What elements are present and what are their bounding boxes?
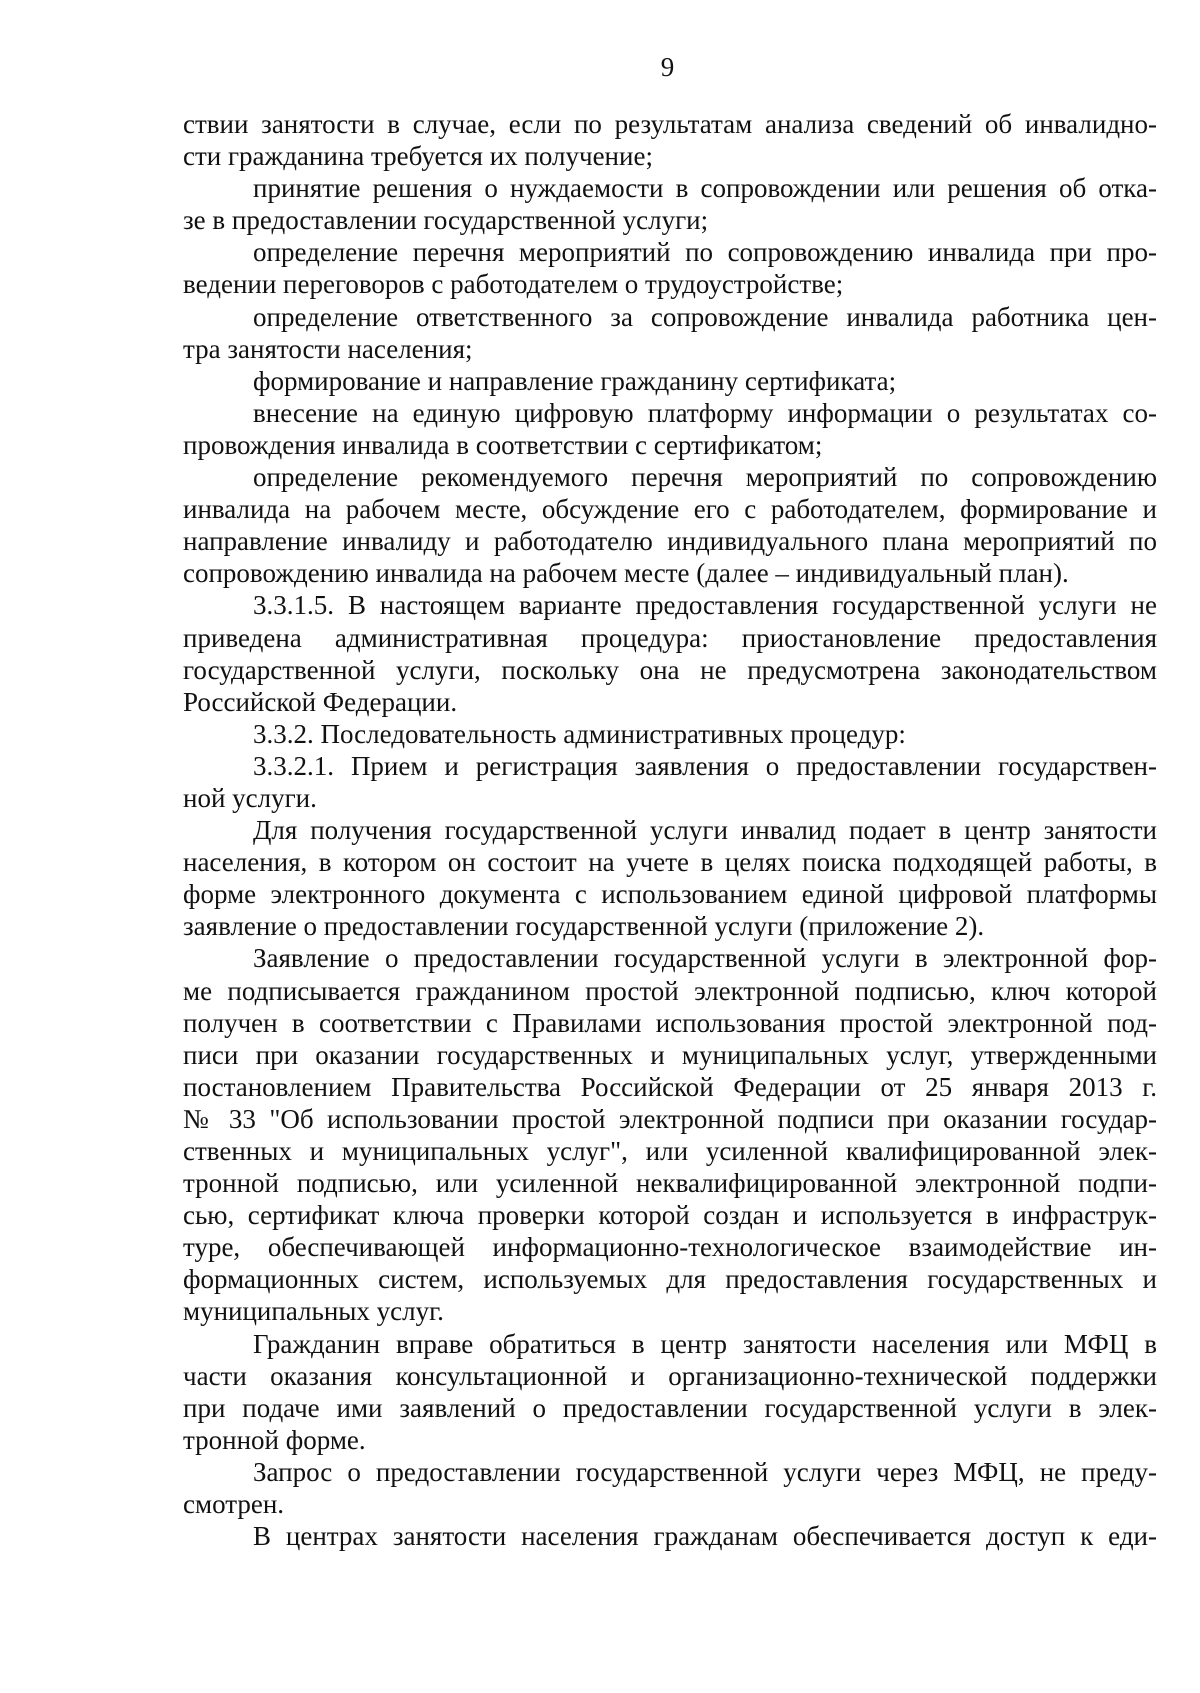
text-line: постановлением Правительства Российской Федерации от 25 января 2013 г.	[183, 1071, 1157, 1102]
text-line: ственных и муниципальных услуг", или усиленной квалифицированной элек-	[183, 1136, 1157, 1166]
text-line: 3.3.2.1. Прием и регистрация заявления о предоставлении государствен-	[253, 750, 1157, 781]
text-line: провождения инвалида в соответствии с сертификатом;	[183, 429, 823, 460]
text-line: писи при оказании государственных и муниципальных услуг, утвержденными	[183, 1039, 1157, 1070]
text-line: инвалида на рабочем месте, обсуждение его с работодателем, формирование и	[183, 494, 1157, 525]
text-line: сти гражданина требуется их получение;	[183, 141, 653, 172]
text-line: определение перечня мероприятий по сопровождению инвалида при про-	[253, 237, 1157, 268]
document-body	[183, 108, 1157, 1552]
page-number: 9	[660, 52, 675, 82]
text-line: сопровождению инвалида на рабочем месте (далее – индивидуальный план).	[183, 558, 1069, 589]
text-line: формационных систем, используемых для предоставления государственных и	[183, 1264, 1157, 1295]
text-line: определение ответственного за сопровождение инвалида работника цен-	[253, 301, 1157, 332]
text-line: Заявление о предоставлении государственной услуги в электронной фор-	[253, 943, 1157, 974]
text-line: смотрен.	[183, 1489, 285, 1520]
text-line: В центрах занятости населения гражданам обеспечивается доступ к еди-	[253, 1521, 1157, 1552]
text-line: приведена административная процедура: приостановление предоставления	[183, 622, 1157, 653]
text-line: населения, в котором он состоит на учете в целях поиска подходящей работы, в	[183, 847, 1157, 878]
text-line: муниципальных услуг.	[183, 1296, 444, 1327]
text-line: части оказания консультационной и организационно-технической поддержки	[183, 1360, 1157, 1391]
text-line: сью, сертификат ключа проверки которой создан и используется в инфраструк-	[183, 1200, 1157, 1231]
text-line: ме подписывается гражданином простой электронной подписью, ключ которой	[183, 975, 1157, 1006]
text-line: формирование и направление гражданину сертификата;	[253, 365, 897, 396]
text-line: ной услуги.	[183, 782, 317, 813]
text-line: 3.3.2. Последовательность административных процедур:	[253, 718, 906, 749]
text-line: определение рекомендуемого перечня мероприятий по сопровождению	[253, 462, 1157, 493]
text-line: туре, обеспечивающей информационно-технологическое взаимодействие ин-	[183, 1232, 1157, 1263]
text-line: принятие решения о нуждаемости в сопровождении или решения об отка-	[253, 173, 1157, 204]
text-line: Российской Федерации.	[183, 686, 458, 717]
text-line: тра занятости населения;	[183, 333, 473, 364]
text-line: тронной форме.	[183, 1424, 366, 1455]
text-line: Гражданин вправе обратиться в центр занятости населения или МФЦ в	[253, 1328, 1157, 1359]
text-line: форме электронного документа с использованием единой цифровой платформы	[183, 879, 1157, 910]
text-line: при подаче ими заявлений о предоставлении государственной услуги в элек-	[183, 1392, 1157, 1423]
text-line: № 33 "Об использовании простой электронной подписи при оказании государ-	[183, 1103, 1157, 1134]
text-line: направление инвалиду и работодателю индивидуального плана мероприятий по	[183, 526, 1157, 557]
text-line: зе в предоставлении государственной услуги;	[183, 205, 709, 236]
text-line: тронной подписью, или усиленной неквалифицированной электронной подпи-	[183, 1168, 1157, 1199]
text-line: государственной услуги, поскольку она не предусмотрена законодательством	[183, 654, 1157, 685]
text-line: Запрос о предоставлении государственной услуги через МФЦ, не преду-	[253, 1456, 1157, 1487]
text-line: ствии занятости в случае, если по результатам анализа сведений об инвалидно-	[183, 109, 1157, 139]
text-line: Для получения государственной услуги инвалид подает в центр занятости	[253, 815, 1157, 846]
text-line: заявление о предоставлении государственной услуги (приложение 2).	[183, 911, 985, 942]
text-line: 3.3.1.5. В настоящем варианте предоставления государственной услуги не	[253, 590, 1157, 621]
text-line: получен в соответствии с Правилами использования простой электронной под-	[183, 1007, 1157, 1038]
text-line: внесение на единую цифровую платформу информации о результатах со-	[253, 397, 1157, 428]
text-line: ведении переговоров с работодателем о трудоустройстве;	[183, 269, 844, 300]
